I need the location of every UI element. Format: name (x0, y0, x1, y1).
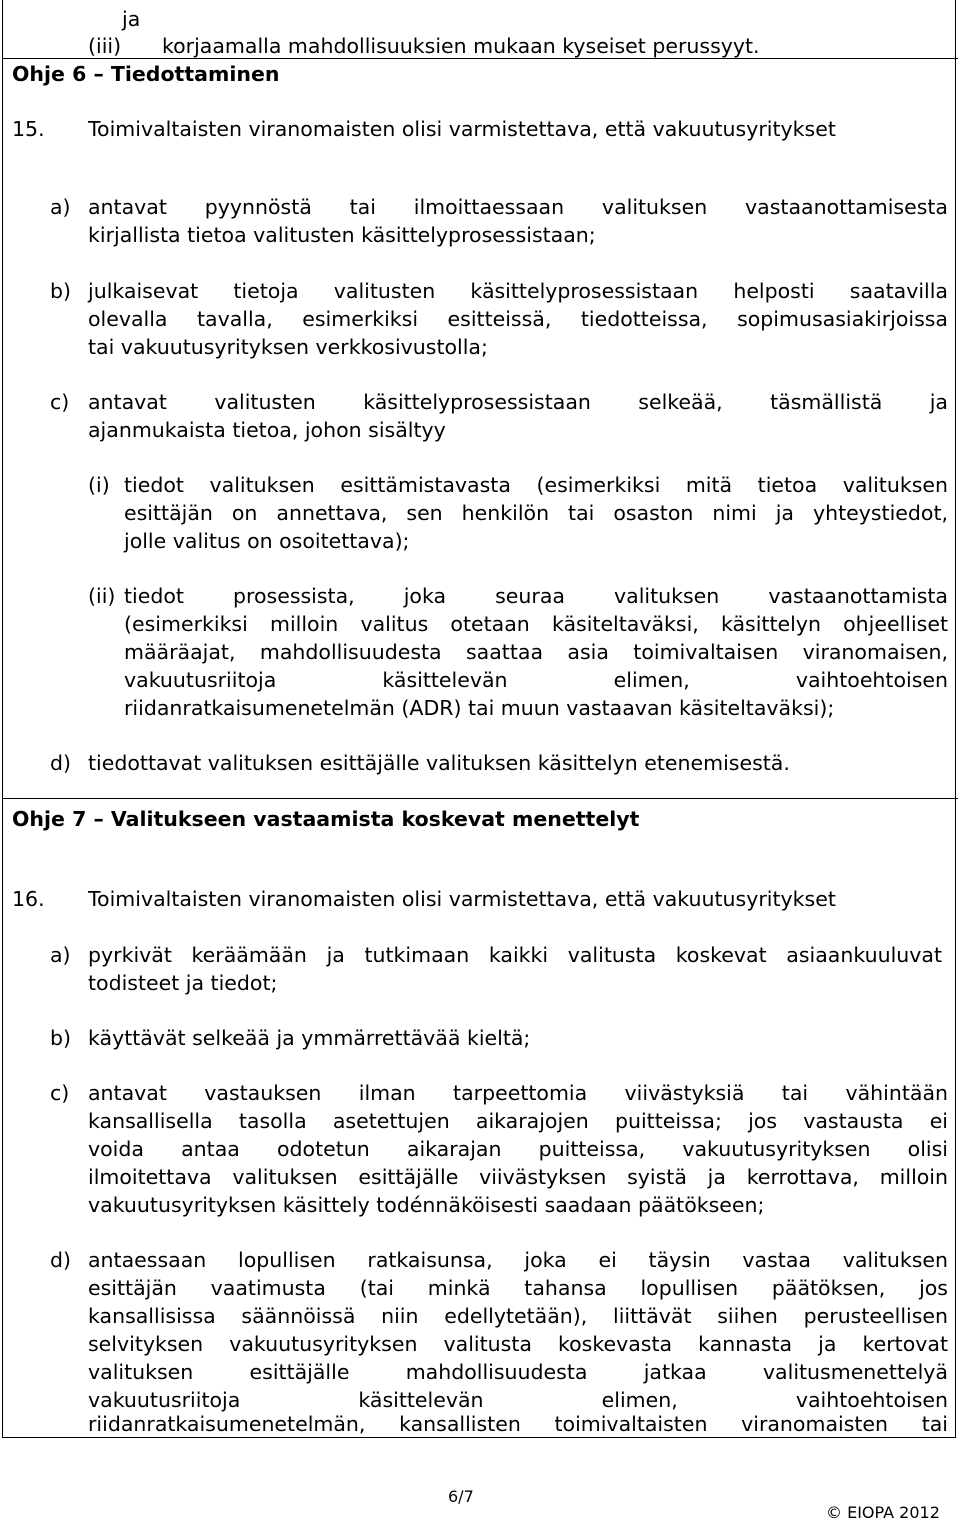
item-15b-line: julkaisevat tietoja valitusten käsittelyprosessistaan helposti saatavilla (88, 279, 948, 303)
item-16c-label: c) (50, 1081, 70, 1105)
item-15c-ii-line: riidanratkaisumenetelmän (ADR) tai muun vastaavan käsiteltaväksi); (124, 696, 835, 720)
item-16b-label: b) (50, 1026, 72, 1050)
item-16d-line: vakuutusriitoja käsittelevän elimen, vaihtoehtoisen (88, 1388, 948, 1412)
ja-text: ja (122, 7, 141, 31)
item-16d-line: riidanratkaisumenetelmän, kansallisten toimivaltaisten viranomaisten tai (88, 1412, 948, 1436)
item-15a-label: a) (50, 195, 71, 219)
item-16c-line: ilmoitettava valituksen esittäjälle viivästyksen syistä ja kerrottava, milloin (88, 1165, 948, 1189)
item-15c-label: c) (50, 390, 70, 414)
item-15c-i-line: esittäjän on annettava, sen henkilön tai osaston nimi ja yhteystiedot, (124, 501, 948, 525)
paragraph-15-number: 15. (12, 117, 45, 141)
item-15c-line: ajanmukaista tietoa, johon sisältyy (88, 418, 446, 442)
item-15c-line: antavat valitusten käsittelyprosessistaan selkeää, täsmällistä ja (88, 390, 948, 414)
item-15b-line: tai vakuutusyrityksen verkkosivustolla; (88, 335, 488, 359)
item-16a-line: pyrkivät keräämään ja tutkimaan kaikki valitusta koskevat asiaankuuluvat (88, 943, 942, 967)
item-16d-line: antaessaan lopullisen ratkaisunsa, joka ei täysin vastaa valituksen (88, 1248, 948, 1272)
item-15d-label: d) (50, 751, 72, 775)
item-16b-line: käyttävät selkeää ja ymmärrettävää kieltä; (88, 1026, 531, 1050)
item-iii-text: korjaamalla mahdollisuuksien mukaan kyseiset perussyyt. (162, 34, 760, 58)
item-15c-ii-label: (ii) (88, 584, 116, 608)
item-16d-label: d) (50, 1248, 72, 1272)
item-iii-label: (iii) (88, 34, 122, 58)
paragraph-16-number: 16. (12, 887, 45, 911)
item-16d-line: esittäjän vaatimusta (tai minkä tahansa lopullisen päätöksen, jos (88, 1276, 948, 1300)
paragraph-16-intro: Toimivaltaisten viranomaisten olisi varmistettava, että vakuutusyritykset (88, 887, 836, 911)
heading-ohje-7: Ohje 7 – Valitukseen vastaamista koskevat menettelyt (12, 807, 640, 831)
item-15b-line: olevalla tavalla, esimerkiksi esitteissä, tiedotteissa, sopimusasiakirjoissa (88, 307, 948, 331)
item-15c-ii-line: vakuutusriitoja käsittelevän elimen, vaihtoehtoisen (124, 668, 948, 692)
item-15c-ii-line: määräajat, mahdollisuudesta saattaa asia toimivaltaisen viranomaisen, (124, 640, 948, 664)
item-16c-line: kansallisella tasolla asetettujen aikarajojen puitteissa; jos vastausta ei (88, 1109, 948, 1133)
item-16c-line: voida antaa odotetun aikarajan puitteissa, vakuutusyrityksen olisi (88, 1137, 948, 1161)
item-16a-line: todisteet ja tiedot; (88, 971, 278, 995)
item-16d-line: valituksen esittäjälle mahdollisuudesta jatkaa valitusmenettelyä (88, 1360, 948, 1384)
item-15c-i-line: jolle valitus on osoitettava); (124, 529, 410, 553)
paragraph-15-intro: Toimivaltaisten viranomaisten olisi varmistettava, että vakuutusyritykset (88, 117, 836, 141)
item-16d-line: selvityksen vakuutusyrityksen valitusta koskevasta kannasta ja kertovat (88, 1332, 948, 1356)
page-number: 6/7 (448, 1487, 474, 1506)
item-16c-line: vakuutusyrityksen käsittely todénnäköisesti saadaan päätökseen; (88, 1193, 765, 1217)
item-16d-line: kansallisissa säännöissä niin edellytetään), liittävät siihen perusteellisen (88, 1304, 948, 1328)
item-15c-ii-line: (esimerkiksi milloin valitus otetaan käsiteltaväksi, käsittelyn ohjeelliset (124, 612, 948, 636)
item-15b-label: b) (50, 279, 72, 303)
separator-heading7 (2, 798, 958, 799)
item-15a-line: antavat pyynnöstä tai ilmoittaessaan valituksen vastaanottamisesta (88, 195, 948, 219)
item-15c-i-label: (i) (88, 473, 110, 497)
item-15c-ii-line: tiedot prosessista, joka seuraa valituksen vastaanottamista (124, 584, 948, 608)
item-15d-line: tiedottavat valituksen esittäjälle valituksen käsittelyn etenemisestä. (88, 751, 790, 775)
item-16a-label: a) (50, 943, 71, 967)
copyright-notice: © EIOPA 2012 (826, 1503, 940, 1522)
item-16c-line: antavat vastauksen ilman tarpeettomia viivästyksiä tai vähintään (88, 1081, 948, 1105)
item-15a-line: kirjallista tietoa valitusten käsittelyprosessistaan; (88, 223, 596, 247)
item-15c-i-line: tiedot valituksen esittämistavasta (esimerkiksi mitä tietoa valituksen (124, 473, 948, 497)
heading-ohje-6: Ohje 6 – Tiedottaminen (12, 62, 280, 86)
